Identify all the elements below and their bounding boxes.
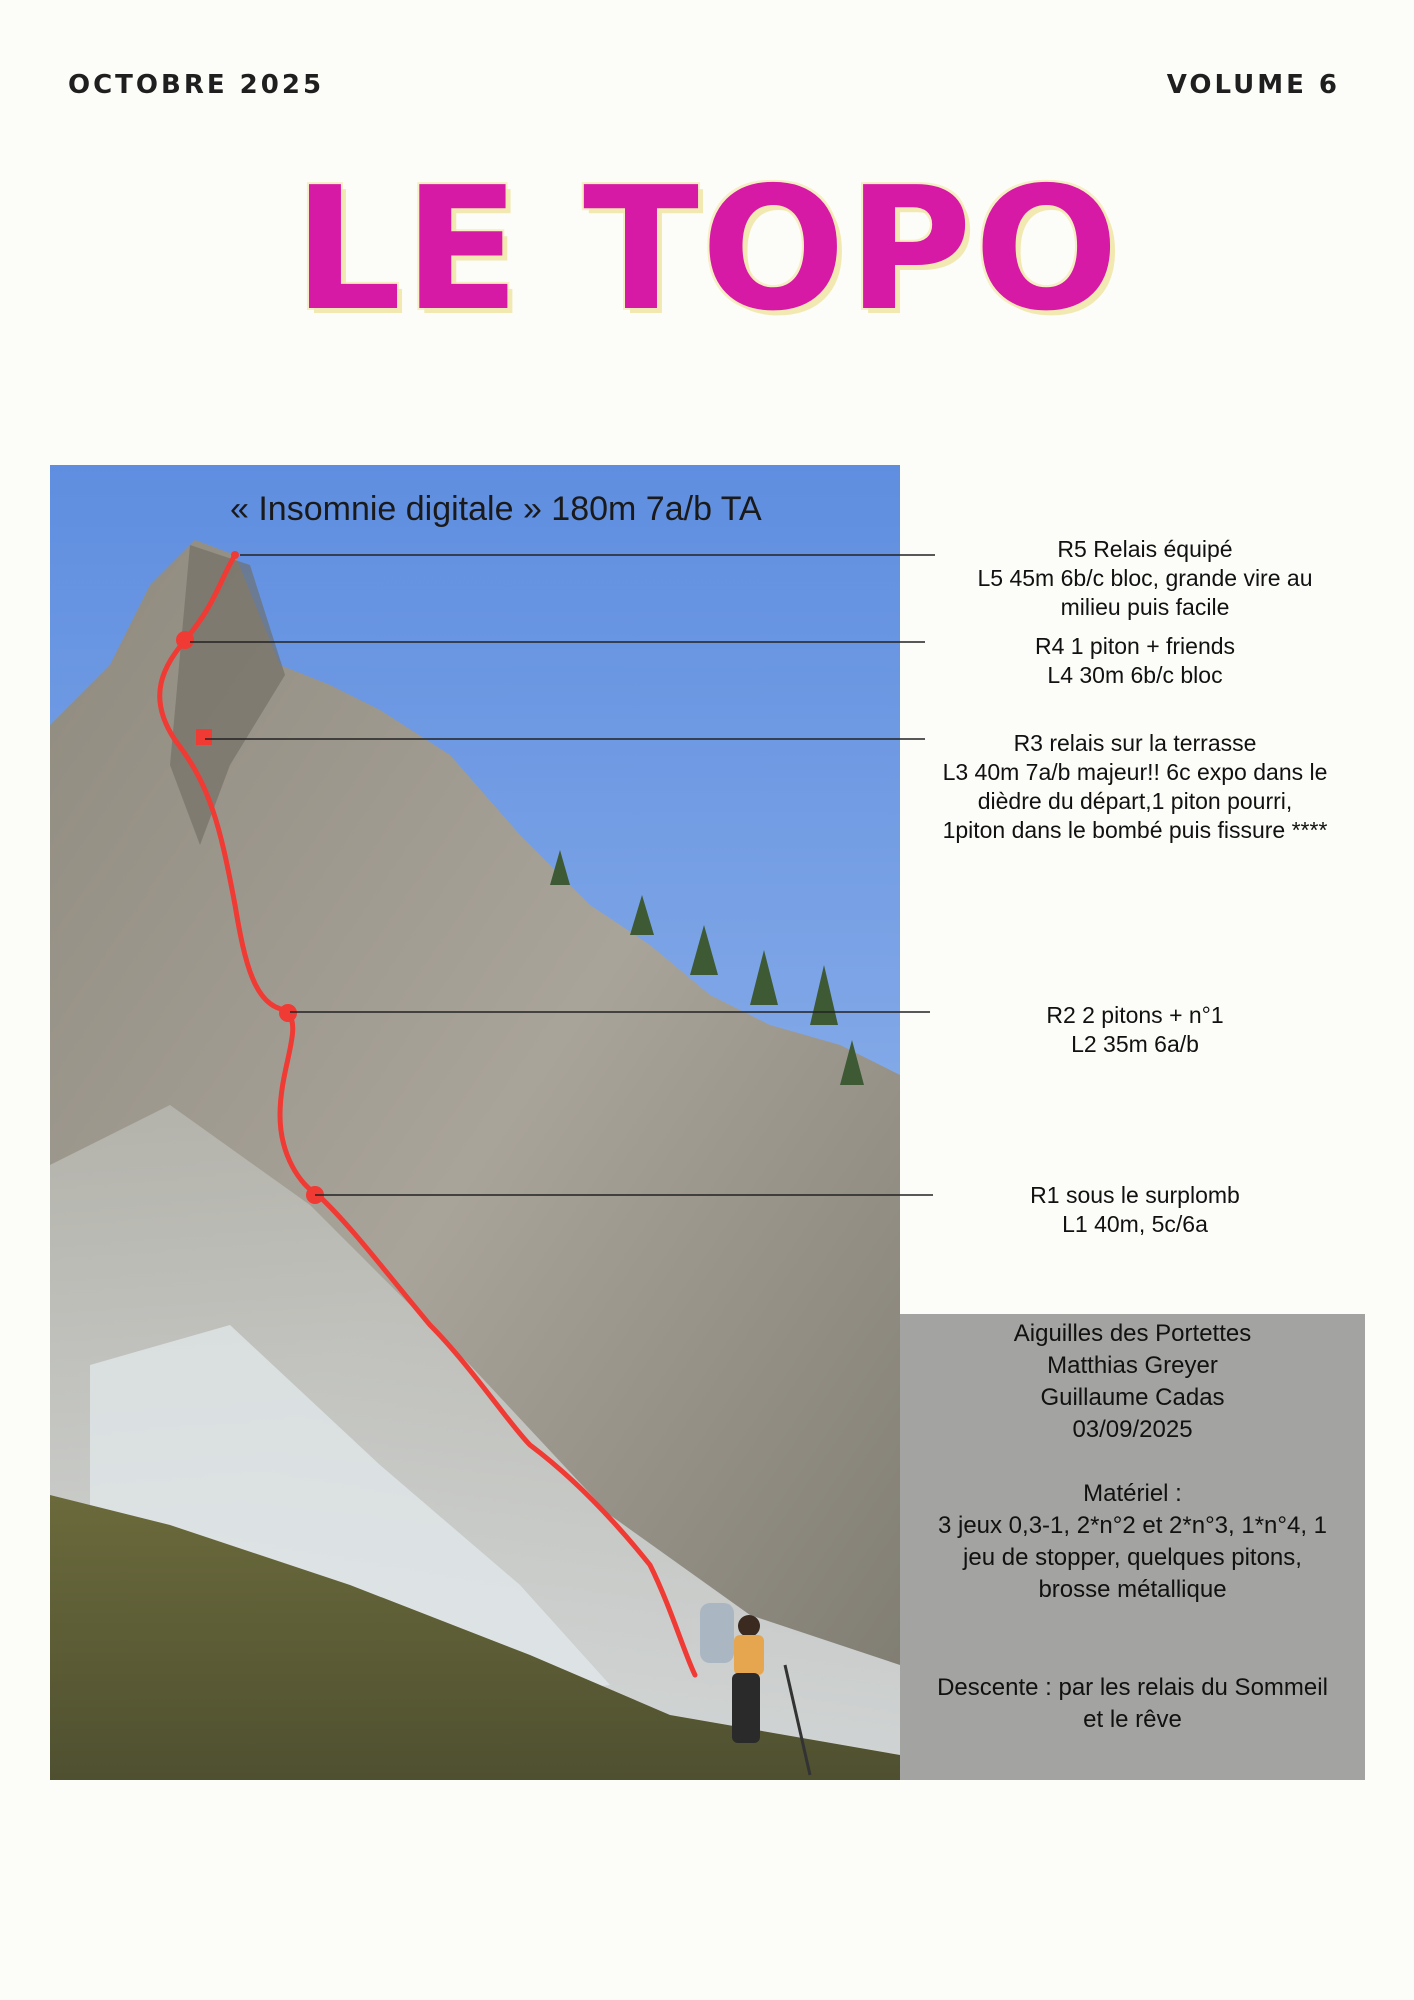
crag-name: Aiguilles des Portettes <box>1013 1320 1252 1347</box>
pitch-annotation-r1: R1 sous le surplomb L1 40m, 5c/6a <box>1030 1182 1240 1237</box>
climber-name: Matthias Greyer <box>1047 1352 1218 1379</box>
gear-line: 3 jeux 0,3-1, 2*n°2 et 2*n°3, 1*n°4, 1 <box>937 1512 1328 1539</box>
pitch-annotation-r4: R4 1 piton + friends L4 30m 6b/c bloc <box>1034 633 1236 688</box>
descent-line: et le rêve <box>1083 1706 1182 1733</box>
pitch-annotation-r2: R2 2 pitons + n°1 L2 35m 6a/b <box>1046 1002 1224 1057</box>
gear-label: Matériel : <box>1083 1480 1182 1507</box>
pitch-annotation-r3: R3 relais sur la terrasse L3 40m 7a/b majeur!! 6c expo dans le dièdre du départ,1 piton pourri, 1piton dans le bombé puis fissure **** <box>942 730 1328 843</box>
gear-line: brosse métallique <box>1038 1576 1227 1603</box>
route-title: « Insomnie digitale » 180m 7a/b TA <box>230 490 762 528</box>
issue-date: OCTOBRE 2025 <box>68 70 325 100</box>
descent-line: Descente : par les relais du Sommeil <box>937 1674 1328 1701</box>
climber-name: Guillaume Cadas <box>1040 1384 1225 1411</box>
masthead-title: LE TOPO <box>293 151 1121 349</box>
issue-volume: VOLUME 6 <box>1166 70 1340 100</box>
pitch-annotation-r5: R5 Relais équipé L5 45m 6b/c bloc, grande vire au milieu puis facile <box>977 536 1313 620</box>
ascent-date: 03/09/2025 <box>1072 1416 1193 1443</box>
route-info-box <box>900 1314 1365 1780</box>
gear-line: jeu de stopper, quelques pitons, <box>963 1544 1302 1571</box>
